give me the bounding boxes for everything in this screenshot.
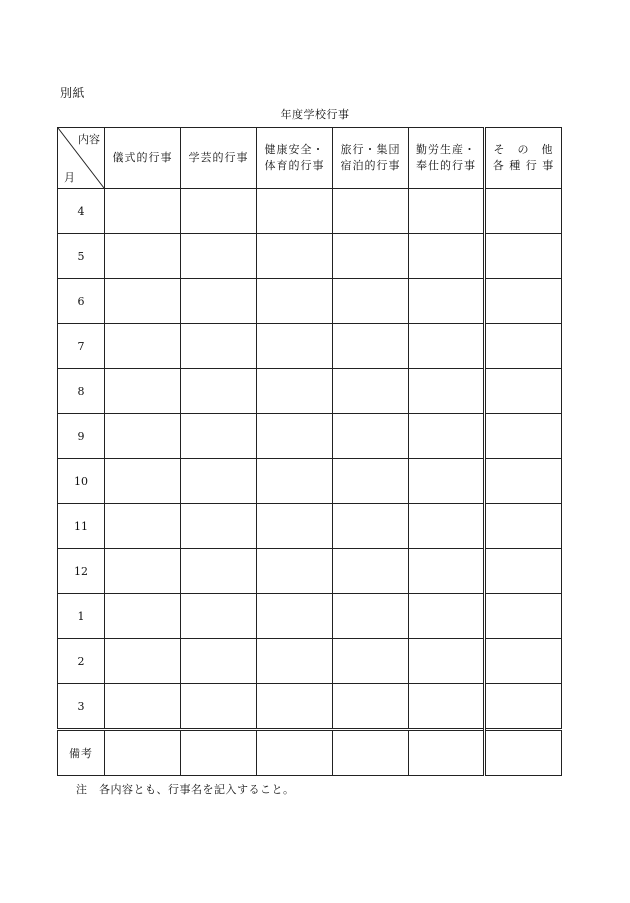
entry-cell-labor-service[interactable] [409, 459, 485, 504]
table-row [58, 549, 562, 594]
month-label: 4 [58, 189, 105, 234]
header-row [58, 128, 562, 189]
entry-cell-health-safety[interactable] [257, 234, 333, 279]
month-label: 3 [58, 684, 105, 730]
entry-cell-other[interactable] [485, 639, 562, 684]
entry-cell-health-safety[interactable] [257, 324, 333, 369]
table-row [58, 504, 562, 549]
remarks-cell-health-safety[interactable] [257, 730, 333, 776]
entry-cell-ceremonial[interactable] [105, 684, 181, 730]
entry-cell-other[interactable] [485, 324, 562, 369]
entry-cell-labor-service[interactable] [409, 369, 485, 414]
entry-cell-health-safety[interactable] [257, 459, 333, 504]
month-label: 1 [58, 594, 105, 639]
remarks-cell-other[interactable] [485, 730, 562, 776]
entry-cell-labor-service[interactable] [409, 189, 485, 234]
entry-cell-labor-service[interactable] [409, 324, 485, 369]
month-label: 7 [58, 324, 105, 369]
entry-cell-other[interactable] [485, 279, 562, 324]
month-label: 2 [58, 639, 105, 684]
entry-cell-health-safety[interactable] [257, 684, 333, 730]
entry-cell-labor-service[interactable] [409, 549, 485, 594]
table-row [58, 324, 562, 369]
corner-cell [58, 128, 105, 189]
table-row [58, 234, 562, 279]
remarks-cell-labor-service[interactable] [409, 730, 485, 776]
entry-cell-travel[interactable] [333, 279, 409, 324]
entry-cell-labor-service[interactable] [409, 594, 485, 639]
column-header-health-safety: 健康安全・ 体育的行事 [257, 128, 333, 189]
entry-cell-cultural[interactable] [181, 189, 257, 234]
entry-cell-health-safety[interactable] [257, 279, 333, 324]
entry-cell-other[interactable] [485, 234, 562, 279]
table-row [58, 279, 562, 324]
entry-cell-labor-service[interactable] [409, 684, 485, 730]
remarks-cell-cultural[interactable] [181, 730, 257, 776]
table-row [58, 639, 562, 684]
entry-cell-cultural[interactable] [181, 594, 257, 639]
entry-cell-cultural[interactable] [181, 504, 257, 549]
entry-cell-travel[interactable] [333, 414, 409, 459]
entry-cell-other[interactable] [485, 594, 562, 639]
entry-cell-cultural[interactable] [181, 414, 257, 459]
entry-cell-other[interactable] [485, 549, 562, 594]
table-row [58, 369, 562, 414]
table-row [58, 414, 562, 459]
month-label: 5 [58, 234, 105, 279]
month-label: 12 [58, 549, 105, 594]
entry-cell-cultural[interactable] [181, 639, 257, 684]
entry-cell-other[interactable] [485, 459, 562, 504]
entry-cell-travel[interactable] [333, 549, 409, 594]
entry-cell-cultural[interactable] [181, 234, 257, 279]
entry-cell-travel[interactable] [333, 594, 409, 639]
entry-cell-labor-service[interactable] [409, 414, 485, 459]
entry-cell-cultural[interactable] [181, 684, 257, 730]
entry-cell-ceremonial[interactable] [105, 234, 181, 279]
entry-cell-other[interactable] [485, 504, 562, 549]
column-header-travel: 旅行・集団 宿泊的行事 [333, 128, 409, 189]
entry-cell-other[interactable] [485, 369, 562, 414]
entry-cell-ceremonial[interactable] [105, 369, 181, 414]
entry-cell-labor-service[interactable] [409, 639, 485, 684]
entry-cell-travel[interactable] [333, 504, 409, 549]
table-row [58, 594, 562, 639]
entry-cell-travel[interactable] [333, 639, 409, 684]
entry-cell-cultural[interactable] [181, 459, 257, 504]
entry-cell-travel[interactable] [333, 369, 409, 414]
school-events-table [57, 127, 562, 776]
entry-cell-cultural[interactable] [181, 369, 257, 414]
attachment-label: 別紙 [60, 86, 86, 100]
remarks-cell-travel[interactable] [333, 730, 409, 776]
entry-cell-health-safety[interactable] [257, 549, 333, 594]
entry-cell-labor-service[interactable] [409, 504, 485, 549]
footnote: 注 各内容とも、行事名を記入すること。 [76, 783, 295, 796]
entry-cell-health-safety[interactable] [257, 639, 333, 684]
entry-cell-cultural[interactable] [181, 279, 257, 324]
table-row [58, 189, 562, 234]
column-header-ceremonial: 儀式的行事 [105, 128, 181, 189]
entry-cell-ceremonial[interactable] [105, 279, 181, 324]
entry-cell-travel[interactable] [333, 234, 409, 279]
page-title: 年度学校行事 [280, 108, 350, 121]
corner-month-label: 月 [64, 171, 75, 184]
entry-cell-ceremonial[interactable] [105, 639, 181, 684]
entry-cell-travel[interactable] [333, 189, 409, 234]
entry-cell-other[interactable] [485, 189, 562, 234]
remarks-label: 備考 [58, 730, 105, 776]
entry-cell-labor-service[interactable] [409, 279, 485, 324]
entry-cell-health-safety[interactable] [257, 414, 333, 459]
entry-cell-ceremonial[interactable] [105, 459, 181, 504]
entry-cell-cultural[interactable] [181, 549, 257, 594]
entry-cell-ceremonial[interactable] [105, 594, 181, 639]
remarks-row [58, 730, 562, 776]
entry-cell-ceremonial[interactable] [105, 324, 181, 369]
corner-content-label: 内容 [78, 133, 100, 146]
month-label: 6 [58, 279, 105, 324]
entry-cell-health-safety[interactable] [257, 504, 333, 549]
table-row [58, 684, 562, 730]
entry-cell-labor-service[interactable] [409, 234, 485, 279]
entry-cell-ceremonial[interactable] [105, 504, 181, 549]
entry-cell-ceremonial[interactable] [105, 189, 181, 234]
entry-cell-travel[interactable] [333, 324, 409, 369]
table-row [58, 459, 562, 504]
entry-cell-health-safety[interactable] [257, 594, 333, 639]
entry-cell-other[interactable] [485, 684, 562, 730]
entry-cell-ceremonial[interactable] [105, 414, 181, 459]
entry-cell-health-safety[interactable] [257, 369, 333, 414]
entry-cell-health-safety[interactable] [257, 189, 333, 234]
month-label: 9 [58, 414, 105, 459]
column-header-other: そ の 他 各 種 行 事 [485, 128, 562, 189]
entry-cell-travel[interactable] [333, 459, 409, 504]
remarks-cell-ceremonial[interactable] [105, 730, 181, 776]
entry-cell-other[interactable] [485, 414, 562, 459]
month-label: 11 [58, 504, 105, 549]
month-label: 10 [58, 459, 105, 504]
entry-cell-cultural[interactable] [181, 324, 257, 369]
entry-cell-ceremonial[interactable] [105, 549, 181, 594]
column-header-labor-service: 勤労生産・ 奉仕的行事 [409, 128, 485, 189]
month-label: 8 [58, 369, 105, 414]
column-header-cultural: 学芸的行事 [181, 128, 257, 189]
entry-cell-travel[interactable] [333, 684, 409, 730]
